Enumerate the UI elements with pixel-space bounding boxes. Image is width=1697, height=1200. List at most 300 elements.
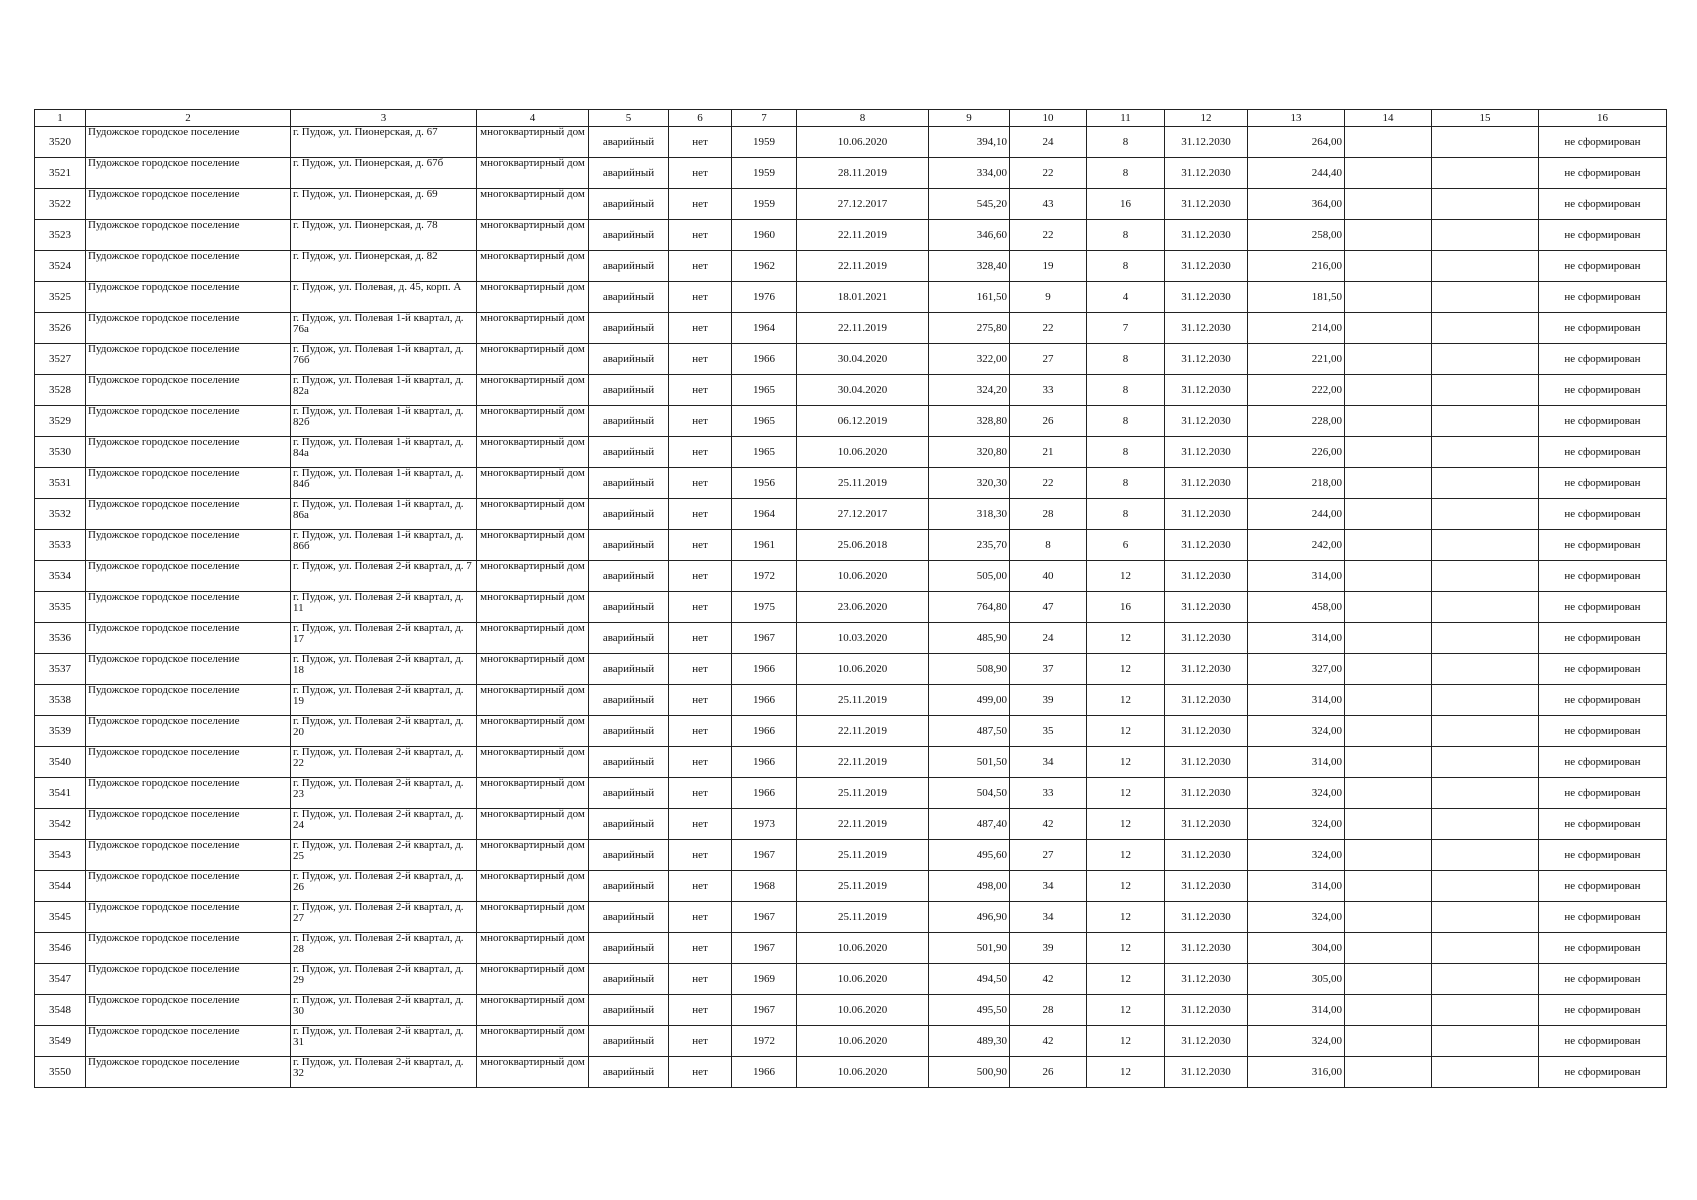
- empty-cell: [1345, 995, 1432, 1026]
- empty-cell: [1345, 933, 1432, 964]
- apartments-cell: 12: [1087, 1026, 1165, 1057]
- address-cell: г. Пудож, ул. Полевая 1-й квартал, д. 76б: [291, 344, 477, 375]
- condition-cell: аварийный: [589, 530, 669, 561]
- year-cell: 1967: [732, 840, 797, 871]
- area-cell: 487,50: [929, 716, 1010, 747]
- amount-cell: 222,00: [1248, 375, 1345, 406]
- year-cell: 1967: [732, 995, 797, 1026]
- flag-cell: нет: [669, 437, 732, 468]
- table-row: [35, 654, 1667, 685]
- apartments-cell: 6: [1087, 530, 1165, 561]
- date-cell: 25.11.2019: [797, 871, 929, 902]
- date-cell: 25.11.2019: [797, 840, 929, 871]
- settlement-cell: Пудожское городское поселение: [86, 902, 291, 933]
- empty-cell: [1432, 623, 1539, 654]
- status-cell: не сформирован: [1539, 1057, 1667, 1088]
- row-number-cell: 3539: [35, 716, 86, 747]
- settlement-cell: Пудожское городское поселение: [86, 375, 291, 406]
- settlement-cell: Пудожское городское поселение: [86, 468, 291, 499]
- empty-cell: [1345, 561, 1432, 592]
- flag-cell: нет: [669, 344, 732, 375]
- address-cell: г. Пудож, ул. Полевая 2-й квартал, д. 19: [291, 685, 477, 716]
- empty-cell: [1345, 1057, 1432, 1088]
- flag-cell: нет: [669, 840, 732, 871]
- date-cell: 22.11.2019: [797, 716, 929, 747]
- area-cell: 545,20: [929, 189, 1010, 220]
- empty-cell: [1345, 406, 1432, 437]
- condition-cell: аварийный: [589, 809, 669, 840]
- year-cell: 1966: [732, 778, 797, 809]
- apartments-cell: 8: [1087, 375, 1165, 406]
- date-cell: 10.06.2020: [797, 995, 929, 1026]
- amount-cell: 226,00: [1248, 437, 1345, 468]
- empty-cell: [1432, 716, 1539, 747]
- year-cell: 1966: [732, 716, 797, 747]
- amount-cell: 324,00: [1248, 716, 1345, 747]
- deadline-cell: 31.12.2030: [1165, 685, 1248, 716]
- settlement-cell: Пудожское городское поселение: [86, 809, 291, 840]
- residents-cell: 42: [1010, 964, 1087, 995]
- date-cell: 22.11.2019: [797, 809, 929, 840]
- table-row: [35, 995, 1667, 1026]
- empty-cell: [1432, 530, 1539, 561]
- address-cell: г. Пудож, ул. Полевая 1-й квартал, д. 86а: [291, 499, 477, 530]
- year-cell: 1973: [732, 809, 797, 840]
- deadline-cell: 31.12.2030: [1165, 778, 1248, 809]
- empty-cell: [1345, 220, 1432, 251]
- row-number-cell: 3533: [35, 530, 86, 561]
- address-cell: г. Пудож, ул. Полевая 2-й квартал, д. 31: [291, 1026, 477, 1057]
- apartments-cell: 8: [1087, 158, 1165, 189]
- apartments-cell: 12: [1087, 871, 1165, 902]
- flag-cell: нет: [669, 499, 732, 530]
- flag-cell: нет: [669, 778, 732, 809]
- year-cell: 1972: [732, 1026, 797, 1057]
- address-cell: г. Пудож, ул. Полевая 2-й квартал, д. 22: [291, 747, 477, 778]
- area-cell: 505,00: [929, 561, 1010, 592]
- table-row: [35, 375, 1667, 406]
- settlement-cell: Пудожское городское поселение: [86, 561, 291, 592]
- amount-cell: 314,00: [1248, 623, 1345, 654]
- residents-cell: 34: [1010, 902, 1087, 933]
- table-row: [35, 840, 1667, 871]
- year-cell: 1966: [732, 747, 797, 778]
- area-cell: 394,10: [929, 127, 1010, 158]
- status-cell: не сформирован: [1539, 251, 1667, 282]
- table-row: [35, 499, 1667, 530]
- status-cell: не сформирован: [1539, 654, 1667, 685]
- building-type-cell: многоквартирный дом: [477, 499, 589, 530]
- empty-cell: [1345, 964, 1432, 995]
- building-type-cell: многоквартирный дом: [477, 406, 589, 437]
- amount-cell: 242,00: [1248, 530, 1345, 561]
- building-type-cell: многоквартирный дом: [477, 933, 589, 964]
- apartments-cell: 12: [1087, 747, 1165, 778]
- status-cell: не сформирован: [1539, 623, 1667, 654]
- amount-cell: 181,50: [1248, 282, 1345, 313]
- empty-cell: [1345, 902, 1432, 933]
- area-cell: 495,50: [929, 995, 1010, 1026]
- address-cell: г. Пудож, ул. Полевая 2-й квартал, д. 27: [291, 902, 477, 933]
- residents-cell: 26: [1010, 406, 1087, 437]
- area-cell: 161,50: [929, 282, 1010, 313]
- building-type-cell: многоквартирный дом: [477, 778, 589, 809]
- deadline-cell: 31.12.2030: [1165, 871, 1248, 902]
- condition-cell: аварийный: [589, 995, 669, 1026]
- table-row: [35, 158, 1667, 189]
- residents-cell: 21: [1010, 437, 1087, 468]
- address-cell: г. Пудож, ул. Полевая 2-й квартал, д. 26: [291, 871, 477, 902]
- area-cell: 318,30: [929, 499, 1010, 530]
- status-cell: не сформирован: [1539, 468, 1667, 499]
- date-cell: 22.11.2019: [797, 251, 929, 282]
- status-cell: не сформирован: [1539, 840, 1667, 871]
- building-type-cell: многоквартирный дом: [477, 592, 589, 623]
- empty-cell: [1345, 716, 1432, 747]
- condition-cell: аварийный: [589, 375, 669, 406]
- year-cell: 1956: [732, 468, 797, 499]
- table-row: [35, 561, 1667, 592]
- residents-cell: 26: [1010, 1057, 1087, 1088]
- settlement-cell: Пудожское городское поселение: [86, 282, 291, 313]
- empty-cell: [1432, 685, 1539, 716]
- address-cell: г. Пудож, ул. Полевая 2-й квартал, д. 30: [291, 995, 477, 1026]
- status-cell: не сформирован: [1539, 747, 1667, 778]
- address-cell: г. Пудож, ул. Пионерская, д. 67: [291, 127, 477, 158]
- condition-cell: аварийный: [589, 654, 669, 685]
- amount-cell: 324,00: [1248, 778, 1345, 809]
- condition-cell: аварийный: [589, 933, 669, 964]
- amount-cell: 264,00: [1248, 127, 1345, 158]
- table-row: [35, 127, 1667, 158]
- empty-cell: [1345, 685, 1432, 716]
- year-cell: 1962: [732, 251, 797, 282]
- empty-cell: [1345, 871, 1432, 902]
- residents-cell: 47: [1010, 592, 1087, 623]
- table-row: [35, 592, 1667, 623]
- empty-cell: [1432, 995, 1539, 1026]
- empty-cell: [1432, 654, 1539, 685]
- address-cell: г. Пудож, ул. Полевая 2-й квартал, д. 18: [291, 654, 477, 685]
- condition-cell: аварийный: [589, 561, 669, 592]
- building-type-cell: многоквартирный дом: [477, 623, 589, 654]
- apartments-cell: 12: [1087, 902, 1165, 933]
- empty-cell: [1432, 468, 1539, 499]
- settlement-cell: Пудожское городское поселение: [86, 189, 291, 220]
- status-cell: не сформирован: [1539, 406, 1667, 437]
- column-header: 4: [477, 110, 589, 127]
- amount-cell: 324,00: [1248, 1026, 1345, 1057]
- flag-cell: нет: [669, 871, 732, 902]
- table-row: [35, 468, 1667, 499]
- date-cell: 10.06.2020: [797, 1026, 929, 1057]
- building-type-cell: многоквартирный дом: [477, 654, 589, 685]
- settlement-cell: Пудожское городское поселение: [86, 158, 291, 189]
- table-row: [35, 716, 1667, 747]
- building-type-cell: многоквартирный дом: [477, 902, 589, 933]
- condition-cell: аварийный: [589, 1026, 669, 1057]
- table-row: [35, 685, 1667, 716]
- flag-cell: нет: [669, 964, 732, 995]
- amount-cell: 314,00: [1248, 871, 1345, 902]
- empty-cell: [1432, 1026, 1539, 1057]
- settlement-cell: Пудожское городское поселение: [86, 530, 291, 561]
- flag-cell: нет: [669, 902, 732, 933]
- table-row: [35, 530, 1667, 561]
- amount-cell: 327,00: [1248, 654, 1345, 685]
- empty-cell: [1345, 344, 1432, 375]
- area-cell: 322,00: [929, 344, 1010, 375]
- amount-cell: 316,00: [1248, 1057, 1345, 1088]
- condition-cell: аварийный: [589, 964, 669, 995]
- flag-cell: нет: [669, 313, 732, 344]
- residents-cell: 28: [1010, 499, 1087, 530]
- address-cell: г. Пудож, ул. Полевая 2-й квартал, д. 32: [291, 1057, 477, 1088]
- row-number-cell: 3546: [35, 933, 86, 964]
- flag-cell: нет: [669, 747, 732, 778]
- row-number-cell: 3537: [35, 654, 86, 685]
- deadline-cell: 31.12.2030: [1165, 623, 1248, 654]
- year-cell: 1961: [732, 530, 797, 561]
- building-type-cell: многоквартирный дом: [477, 375, 589, 406]
- empty-cell: [1345, 747, 1432, 778]
- date-cell: 30.04.2020: [797, 344, 929, 375]
- settlement-cell: Пудожское городское поселение: [86, 220, 291, 251]
- building-type-cell: многоквартирный дом: [477, 685, 589, 716]
- table-row: [35, 871, 1667, 902]
- flag-cell: нет: [669, 158, 732, 189]
- year-cell: 1967: [732, 902, 797, 933]
- table-row: [35, 189, 1667, 220]
- empty-cell: [1432, 778, 1539, 809]
- residents-cell: 40: [1010, 561, 1087, 592]
- area-cell: 494,50: [929, 964, 1010, 995]
- residents-cell: 24: [1010, 127, 1087, 158]
- column-header: 12: [1165, 110, 1248, 127]
- column-header: 10: [1010, 110, 1087, 127]
- date-cell: 25.11.2019: [797, 468, 929, 499]
- area-cell: 501,90: [929, 933, 1010, 964]
- row-number-cell: 3526: [35, 313, 86, 344]
- building-type-cell: многоквартирный дом: [477, 313, 589, 344]
- amount-cell: 221,00: [1248, 344, 1345, 375]
- address-cell: г. Пудож, ул. Полевая 2-й квартал, д. 23: [291, 778, 477, 809]
- empty-cell: [1345, 189, 1432, 220]
- amount-cell: 458,00: [1248, 592, 1345, 623]
- area-cell: 346,60: [929, 220, 1010, 251]
- apartments-cell: 12: [1087, 809, 1165, 840]
- empty-cell: [1432, 561, 1539, 592]
- deadline-cell: 31.12.2030: [1165, 654, 1248, 685]
- deadline-cell: 31.12.2030: [1165, 964, 1248, 995]
- amount-cell: 314,00: [1248, 995, 1345, 1026]
- status-cell: не сформирован: [1539, 282, 1667, 313]
- condition-cell: аварийный: [589, 778, 669, 809]
- date-cell: 30.04.2020: [797, 375, 929, 406]
- area-cell: 328,40: [929, 251, 1010, 282]
- residents-cell: 27: [1010, 344, 1087, 375]
- deadline-cell: 31.12.2030: [1165, 716, 1248, 747]
- condition-cell: аварийный: [589, 251, 669, 282]
- empty-cell: [1432, 437, 1539, 468]
- housing-registry-table: [34, 109, 1667, 1088]
- year-cell: 1965: [732, 437, 797, 468]
- apartments-cell: 8: [1087, 437, 1165, 468]
- status-cell: не сформирован: [1539, 158, 1667, 189]
- empty-cell: [1345, 313, 1432, 344]
- column-header: 8: [797, 110, 929, 127]
- area-cell: 499,00: [929, 685, 1010, 716]
- empty-cell: [1345, 530, 1432, 561]
- empty-cell: [1345, 840, 1432, 871]
- column-header: 1: [35, 110, 86, 127]
- apartments-cell: 12: [1087, 654, 1165, 685]
- deadline-cell: 31.12.2030: [1165, 809, 1248, 840]
- date-cell: 23.06.2020: [797, 592, 929, 623]
- table-row: [35, 251, 1667, 282]
- empty-cell: [1432, 406, 1539, 437]
- empty-cell: [1432, 189, 1539, 220]
- year-cell: 1966: [732, 685, 797, 716]
- settlement-cell: Пудожское городское поселение: [86, 313, 291, 344]
- condition-cell: аварийный: [589, 871, 669, 902]
- residents-cell: 27: [1010, 840, 1087, 871]
- apartments-cell: 16: [1087, 592, 1165, 623]
- date-cell: 27.12.2017: [797, 499, 929, 530]
- residents-cell: 24: [1010, 623, 1087, 654]
- condition-cell: аварийный: [589, 902, 669, 933]
- amount-cell: 244,00: [1248, 499, 1345, 530]
- deadline-cell: 31.12.2030: [1165, 344, 1248, 375]
- flag-cell: нет: [669, 654, 732, 685]
- row-number-cell: 3542: [35, 809, 86, 840]
- condition-cell: аварийный: [589, 1057, 669, 1088]
- empty-cell: [1432, 158, 1539, 189]
- apartments-cell: 16: [1087, 189, 1165, 220]
- settlement-cell: Пудожское городское поселение: [86, 592, 291, 623]
- date-cell: 25.11.2019: [797, 685, 929, 716]
- empty-cell: [1345, 468, 1432, 499]
- empty-cell: [1432, 344, 1539, 375]
- flag-cell: нет: [669, 127, 732, 158]
- row-number-cell: 3524: [35, 251, 86, 282]
- status-cell: не сформирован: [1539, 375, 1667, 406]
- row-number-cell: 3549: [35, 1026, 86, 1057]
- residents-cell: 19: [1010, 251, 1087, 282]
- residents-cell: 22: [1010, 468, 1087, 499]
- status-cell: не сформирован: [1539, 778, 1667, 809]
- deadline-cell: 31.12.2030: [1165, 592, 1248, 623]
- settlement-cell: Пудожское городское поселение: [86, 964, 291, 995]
- residents-cell: 28: [1010, 995, 1087, 1026]
- amount-cell: 305,00: [1248, 964, 1345, 995]
- table-row: [35, 406, 1667, 437]
- table-row: [35, 778, 1667, 809]
- settlement-cell: Пудожское городское поселение: [86, 716, 291, 747]
- condition-cell: аварийный: [589, 344, 669, 375]
- date-cell: 10.06.2020: [797, 561, 929, 592]
- area-cell: 487,40: [929, 809, 1010, 840]
- amount-cell: 216,00: [1248, 251, 1345, 282]
- row-number-cell: 3523: [35, 220, 86, 251]
- condition-cell: аварийный: [589, 747, 669, 778]
- flag-cell: нет: [669, 406, 732, 437]
- empty-cell: [1345, 499, 1432, 530]
- year-cell: 1959: [732, 158, 797, 189]
- settlement-cell: Пудожское городское поселение: [86, 654, 291, 685]
- deadline-cell: 31.12.2030: [1165, 1026, 1248, 1057]
- table-row: [35, 933, 1667, 964]
- amount-cell: 228,00: [1248, 406, 1345, 437]
- column-header: 11: [1087, 110, 1165, 127]
- row-number-cell: 3535: [35, 592, 86, 623]
- settlement-cell: Пудожское городское поселение: [86, 1026, 291, 1057]
- condition-cell: аварийный: [589, 220, 669, 251]
- apartments-cell: 8: [1087, 127, 1165, 158]
- row-number-cell: 3521: [35, 158, 86, 189]
- apartments-cell: 8: [1087, 499, 1165, 530]
- amount-cell: 304,00: [1248, 933, 1345, 964]
- amount-cell: 214,00: [1248, 313, 1345, 344]
- column-header: 16: [1539, 110, 1667, 127]
- year-cell: 1966: [732, 1057, 797, 1088]
- area-cell: 496,90: [929, 902, 1010, 933]
- settlement-cell: Пудожское городское поселение: [86, 871, 291, 902]
- settlement-cell: Пудожское городское поселение: [86, 1057, 291, 1088]
- empty-cell: [1432, 220, 1539, 251]
- address-cell: г. Пудож, ул. Полевая 2-й квартал, д. 29: [291, 964, 477, 995]
- row-number-cell: 3525: [35, 282, 86, 313]
- row-number-cell: 3532: [35, 499, 86, 530]
- building-type-cell: многоквартирный дом: [477, 995, 589, 1026]
- empty-cell: [1432, 840, 1539, 871]
- date-cell: 18.01.2021: [797, 282, 929, 313]
- address-cell: г. Пудож, ул. Полевая 2-й квартал, д. 7: [291, 561, 477, 592]
- address-cell: г. Пудож, ул. Полевая 2-й квартал, д. 28: [291, 933, 477, 964]
- row-number-cell: 3541: [35, 778, 86, 809]
- area-cell: 500,90: [929, 1057, 1010, 1088]
- column-header: 14: [1345, 110, 1432, 127]
- empty-cell: [1345, 1026, 1432, 1057]
- table-row: [35, 344, 1667, 375]
- row-number-cell: 3527: [35, 344, 86, 375]
- table-row: [35, 623, 1667, 654]
- address-cell: г. Пудож, ул. Полевая 1-й квартал, д. 86б: [291, 530, 477, 561]
- empty-cell: [1345, 778, 1432, 809]
- address-cell: г. Пудож, ул. Полевая 2-й квартал, д. 25: [291, 840, 477, 871]
- deadline-cell: 31.12.2030: [1165, 158, 1248, 189]
- deadline-cell: 31.12.2030: [1165, 313, 1248, 344]
- status-cell: не сформирован: [1539, 933, 1667, 964]
- flag-cell: нет: [669, 995, 732, 1026]
- year-cell: 1969: [732, 964, 797, 995]
- condition-cell: аварийный: [589, 158, 669, 189]
- year-cell: 1975: [732, 592, 797, 623]
- deadline-cell: 31.12.2030: [1165, 561, 1248, 592]
- column-header: 6: [669, 110, 732, 127]
- building-type-cell: многоквартирный дом: [477, 220, 589, 251]
- apartments-cell: 7: [1087, 313, 1165, 344]
- building-type-cell: многоквартирный дом: [477, 840, 589, 871]
- condition-cell: аварийный: [589, 623, 669, 654]
- empty-cell: [1345, 282, 1432, 313]
- deadline-cell: 31.12.2030: [1165, 840, 1248, 871]
- table-row: [35, 809, 1667, 840]
- date-cell: 25.11.2019: [797, 902, 929, 933]
- deadline-cell: 31.12.2030: [1165, 375, 1248, 406]
- building-type-cell: многоквартирный дом: [477, 127, 589, 158]
- address-cell: г. Пудож, ул. Полевая 2-й квартал, д. 24: [291, 809, 477, 840]
